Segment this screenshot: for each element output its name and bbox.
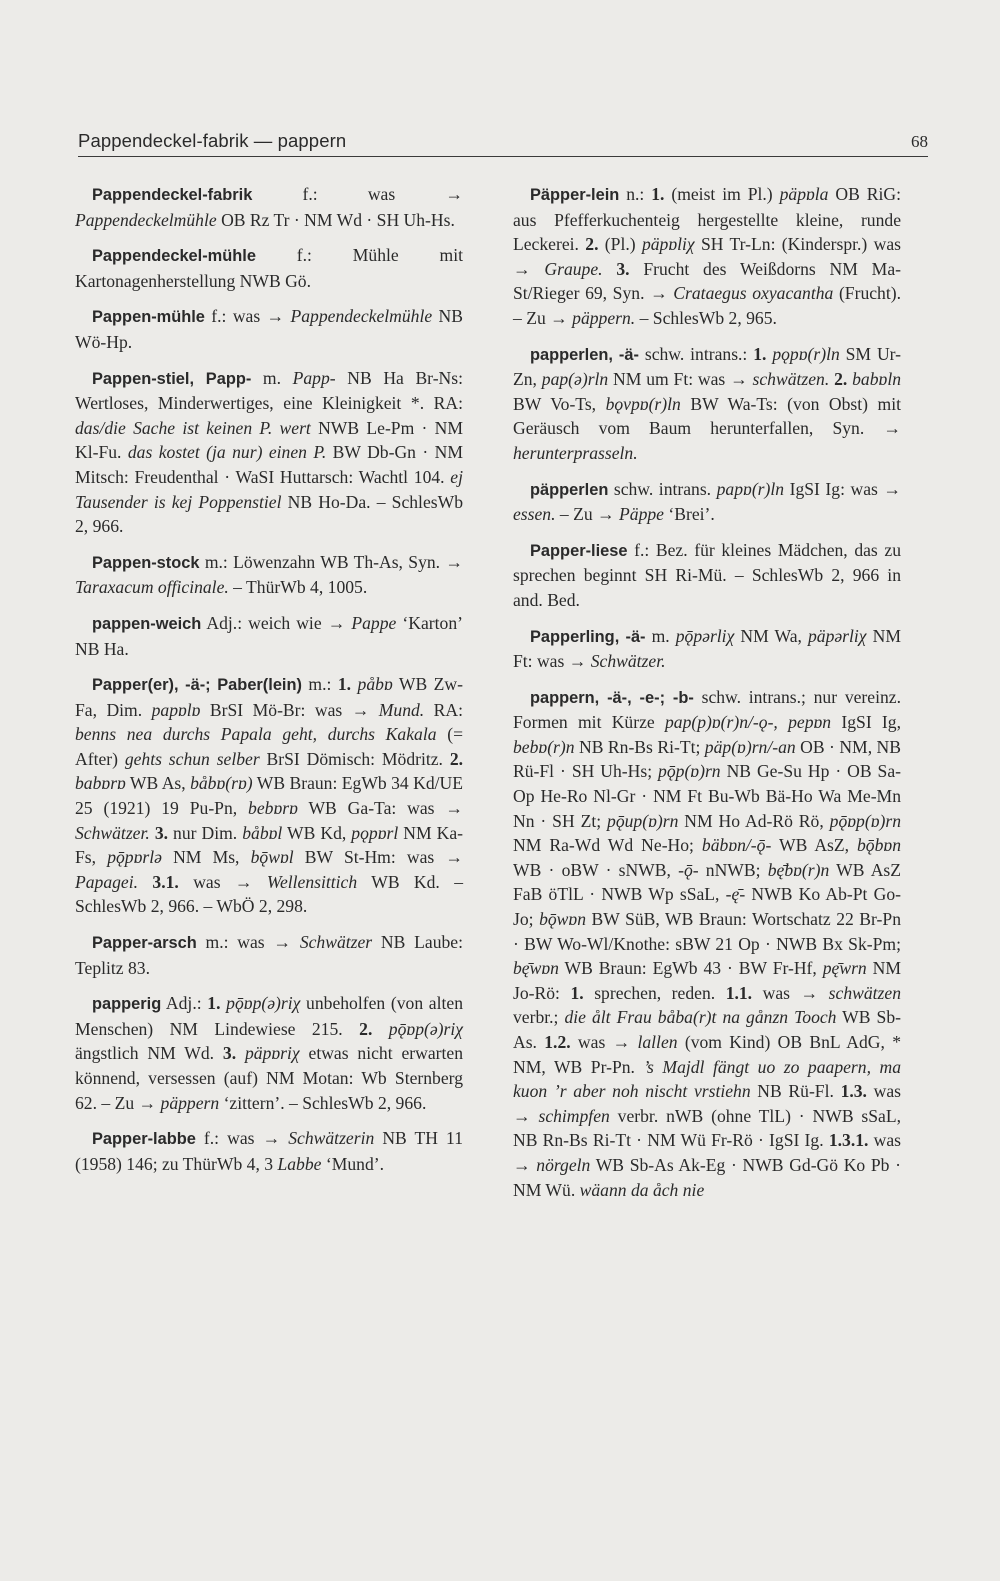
sense-number: 1. — [570, 982, 584, 1003]
italic-text: Pappendeckelmühle — [290, 306, 433, 327]
entry-text: f.: Mühle mit Kartonagenherstellung NWB Gö. — [75, 245, 463, 291]
entry-text: RA: — [424, 699, 463, 720]
entry-text: m. — [251, 367, 293, 388]
entry-text: was → — [752, 982, 829, 1003]
entry-lemma: Papperling, -ä- — [530, 627, 646, 646]
italic-text: bę̄wɒn — [513, 958, 559, 979]
entry-text: ängstlich NM Wd. — [75, 1043, 223, 1064]
italic-text: pap(p)ɒ(r)n/-ǫ-, — [664, 712, 778, 733]
entry-text: NM Ft: was → — [513, 625, 901, 672]
entry-lemma: Pappen-mühle — [92, 308, 205, 327]
entry-text: etwas nicht erwarten könnend, versessen (auf) NM Motan: Wb Sternberg 62. – Zu → — [75, 1043, 463, 1113]
italic-text: bǭwɒn — [539, 909, 586, 930]
sense-number: 3.1. — [152, 871, 179, 892]
entry-lemma: papperig — [92, 995, 162, 1014]
dictionary-entry — [513, 477, 901, 527]
sense-number: 3. — [222, 1043, 237, 1064]
entry-text: (= After) — [75, 724, 464, 769]
entry-text: n.: — [619, 184, 652, 204]
entry-lemma: päpperlen — [530, 480, 609, 499]
entry-text: m.: — [301, 674, 338, 695]
italic-text: Schwätzer. — [590, 651, 666, 672]
entry-lemma: pappern, -ä-, -e-; -b- — [530, 688, 694, 707]
entry-lemma: papperlen, -ä- — [530, 345, 639, 364]
entry-text: m.: was → — [196, 932, 300, 953]
italic-text: pǭp(ɒ)rn — [658, 761, 721, 782]
entry-text: (Frucht). – Zu → — [513, 283, 901, 328]
entry-text: NM Ho Ad-Rö Rö, — [678, 810, 830, 831]
entry-text: was → — [178, 871, 267, 892]
sense-number: 1.2. — [544, 1032, 571, 1052]
italic-text: bebɒrɒ — [248, 798, 298, 819]
dictionary-entry — [75, 611, 463, 661]
entry-text: WB Sb-As. — [513, 1007, 901, 1052]
sense-number: 1.3.1. — [828, 1130, 869, 1151]
entry-text: ‘zittern’. – SchlesWb 2, 966. — [219, 1092, 427, 1113]
entry-lemma: Pappen-stock — [92, 553, 200, 572]
entry-text: NB Laube: Teplitz 83. — [75, 932, 463, 978]
italic-text: päp(ɒ)rn/-an — [704, 736, 796, 757]
entry-text: ‘Mund’. — [321, 1153, 385, 1174]
italic-text: Wellensittich — [266, 871, 358, 892]
entry-text: NWB Le-Pm · NM Kl-Fu. — [75, 417, 464, 463]
italic-text: ’s Majdl fängt uo zo paapern, ma kuon ’r aber noh nischt vrstiehn — [513, 1056, 901, 1102]
entry-text: NB Rü-Fl. — [750, 1081, 841, 1102]
entry-text: WB Zw-Fa, Dim. — [75, 674, 463, 720]
entry-text: BrSI Dömisch: Mödritz. — [259, 748, 450, 769]
italic-text: herunterprasseln. — [513, 442, 638, 463]
italic-text: gehts schun selber — [124, 748, 260, 769]
italic-text: pǭpɒrlə — [107, 847, 162, 868]
entry-text: WB AsZ, — [771, 835, 857, 856]
dictionary-entry — [75, 366, 463, 539]
italic-text: das kostet (ja nur) einen P. — [127, 442, 327, 463]
italic-text: pǭpərliχ — [675, 625, 735, 646]
italic-text: pǭɒp(ə)riχ — [226, 993, 301, 1014]
entry-text: BrSI Mö-Br: was → — [200, 699, 379, 720]
dictionary-entry — [75, 1126, 463, 1176]
italic-text: båbɒl — [242, 822, 283, 843]
italic-text: bǫvpɒ(r)ln — [605, 393, 681, 414]
entry-lemma: Papper-labbe — [92, 1130, 196, 1149]
entry-text: sprechen, reden. — [583, 982, 726, 1003]
entry-text: f.: was → — [252, 184, 463, 204]
italic-text: Labbe — [277, 1153, 322, 1174]
italic-text: päpɒriχ — [244, 1043, 300, 1064]
entry-lemma: Päpper-lein — [530, 186, 620, 204]
entry-text: OB RiG: aus Pfefferkuchenteig hergestellte kleine, runde Leckerei. — [513, 184, 901, 255]
italic-text: Pappendeckelmühle — [75, 209, 217, 230]
entry-text: WB Ga-Ta: was → — [297, 798, 463, 819]
entry-text: NB Wö-Hp. — [75, 306, 463, 352]
entry-text: ‘Karton’ NB Ha. — [75, 612, 463, 659]
italic-text: Pappe — [351, 612, 397, 633]
entry-text — [372, 1019, 388, 1039]
dictionary-entry — [75, 672, 463, 919]
italic-text: pǫpɒ(r)ln — [772, 343, 840, 364]
entry-text: (vom Kind) OB BnL AdG, * NM, WB Pr-Pn. — [513, 1032, 901, 1077]
entry-text: WB Braun: EgWb 34 Kd/UE 25 (1921) 19 Pu-Pn, — [75, 773, 463, 819]
entry-text: schw. intrans.: — [638, 343, 754, 364]
entry-text: WB AsZ FaB öTlL · NWB Wp sSaL, — [513, 859, 901, 905]
italic-text: pǭɒp(ə)riχ — [388, 1018, 463, 1039]
entry-lemma: Papper-liese — [530, 541, 628, 560]
entry-text: OB · NM, NB Rü-Fl · SH Uh-Hs; — [513, 736, 901, 782]
italic-text: die ålt Frau båba(r)t na gånzn Tooch — [564, 1007, 837, 1028]
italic-text: lallen — [637, 1032, 678, 1052]
italic-text: -ǭ- — [678, 859, 699, 880]
italic-text: schwätzen — [828, 982, 901, 1003]
sense-number: 1. — [753, 343, 767, 364]
entry-text: WB Kd, — [282, 822, 352, 843]
entry-text: SH Tr-Ln: (Kinderspr.) was → — [513, 234, 901, 279]
dictionary-entry — [513, 685, 901, 1202]
entry-text: BW Db-Gn · NM Mitsch: Freudenthal · WaSI Huttarsch: Wachtl 104. — [75, 442, 463, 487]
entry-text: Frucht des Weißdorns NM Ma-St/Rieger 69, Syn. → — [513, 258, 901, 304]
italic-text: papɒlɒ — [151, 699, 201, 720]
entry-text: NWB Ko Ab-Pt Go-Jo; — [513, 884, 901, 930]
sense-number: 1. — [651, 184, 665, 204]
dictionary-entry — [513, 538, 901, 613]
dictionary-entry — [513, 624, 901, 674]
entry-text — [603, 259, 617, 279]
entry-text: f.: was → — [195, 1128, 289, 1149]
entry-text: BW SüB, WB Braun: Wortschatz 22 Br-Pn · BW Wo-Wl/Knothe: sBW 21 Op · NWB Bx Sk-Pm; — [513, 909, 901, 954]
entry-text: NB Ge-Su Hp · OB Sa-Op He-Ro Nl-Gr · NM Ft Bu-Wb Bä-Ho Wa Me-Mn Nn · SH Zt; — [513, 761, 901, 831]
entry-text: IgSI Ig: was → — [784, 478, 901, 499]
italic-text: Taraxacum officinale. — [75, 577, 229, 598]
entry-lemma: pappen-weich — [92, 614, 202, 633]
italic-text: Papagei. — [75, 871, 139, 892]
entry-text — [236, 1043, 245, 1063]
entry-text: schw. intrans.; nur vereinz. Formen mit Kürze — [513, 686, 901, 733]
italic-text: pǭup(ɒ)rn — [607, 810, 679, 831]
sense-number: 1. — [337, 674, 352, 695]
entry-text: – ThürWb 4, 1005. — [228, 577, 368, 598]
entry-text: was → — [513, 1081, 901, 1126]
sense-number: 2. — [449, 748, 464, 769]
italic-text: ej Tausender is kej Poppenstiel — [75, 466, 463, 512]
entry-text: SM Ur-Zn, — [513, 343, 902, 390]
entry-text: NM Wa, — [734, 625, 808, 646]
italic-text: päpɒla — [779, 184, 829, 204]
dictionary-entry — [513, 182, 901, 331]
italic-text: Mund. — [378, 699, 425, 720]
italic-text: bäbɒn/-ǭ- — [701, 835, 772, 856]
italic-text: bǭwɒl — [250, 847, 294, 868]
entry-text: NB Ho-Da. – SchlesWb 2, 966. — [75, 491, 463, 537]
italic-text: das/die Sache ist keinen P. wert — [75, 417, 311, 438]
italic-text: schwätzen. — [752, 369, 830, 390]
page-number: 68 — [911, 132, 928, 151]
sense-number: 1.1. — [725, 982, 753, 1003]
italic-text: päpɒliχ — [641, 234, 695, 255]
entry-text: BW Vo-Ts, — [513, 393, 606, 414]
sense-number: 3. — [616, 258, 630, 279]
italic-text: wäann da åch nie — [579, 1179, 705, 1200]
italic-text: pap(ə)rln — [541, 369, 609, 390]
italic-text: pę̄wrn — [822, 958, 867, 979]
italic-text: päppern. — [572, 307, 636, 328]
dictionary-entry — [75, 991, 463, 1115]
entry-lemma: Pappen-stiel, Papp- — [92, 369, 252, 388]
italic-text: bę̄bɒ(r)n — [767, 859, 830, 880]
italic-text: nörgeln — [536, 1154, 591, 1175]
italic-text: Papp- — [292, 367, 336, 388]
running-header — [78, 128, 928, 157]
italic-text: båbɒ(rɒ) — [190, 773, 253, 794]
italic-text: Schwätzer. — [75, 822, 150, 843]
entry-text: OB Rz Tr · NM Wd · SH Uh-Hs. — [216, 209, 455, 230]
entry-text: m.: Löwenzahn WB Th-As, Syn. → — [199, 551, 463, 572]
entry-text: f.: was → — [204, 306, 291, 327]
entry-text: NB Rn-Bs Ri-Tt; — [574, 736, 705, 757]
entry-text: WB Braun: EgWb 43 · BW Fr-Hf, — [558, 958, 823, 979]
dictionary-entry — [75, 550, 463, 600]
entry-text: IgSI Ig, — [831, 712, 901, 733]
left-column — [75, 182, 463, 1187]
italic-text: Graupe. — [544, 258, 603, 279]
italic-text: Schwätzerin — [288, 1128, 375, 1149]
italic-text: Päppe — [619, 504, 664, 525]
dictionary-entry — [75, 182, 463, 232]
italic-text: pepɒn — [788, 712, 832, 733]
entry-text: WB As, — [125, 773, 191, 794]
entry-text: verbr. nWB (ohne TlL) · NWB sSaL, NB Rn-Bs Ri-Tt · NM Wü Fr-Rö · IgSI Ig. — [513, 1105, 901, 1151]
sense-number: 2. — [834, 369, 848, 390]
italic-text: päpərliχ — [807, 625, 867, 646]
entry-text: ‘Brei’. — [664, 504, 715, 525]
dictionary-entry — [75, 930, 463, 980]
entry-text: BW St-Hm: was → — [293, 847, 463, 868]
header-title: Pappendeckel-fabrik — pappern — [78, 130, 347, 151]
sense-number: 2. — [359, 1018, 373, 1039]
entry-text: – SchlesWb 2, 965. — [635, 307, 777, 328]
entry-text: NM um Ft: was → — [608, 369, 753, 390]
entry-text: NB TH 11 (1958) 146; zu ThürWb 4, 3 — [75, 1128, 463, 1174]
entry-text: NM Ka-Fs, — [75, 822, 464, 868]
entry-text: Adj.: weich wie → — [201, 612, 352, 633]
italic-text: papɒ(r)ln — [716, 478, 785, 499]
italic-text: Schwätzer — [299, 932, 373, 953]
italic-text: Crataegus oxyacantha — [673, 283, 834, 304]
entry-lemma: Papper(er), -ä-; Paber(lein) — [92, 676, 302, 695]
entry-text: WB · oBW · sNWB, — [513, 859, 679, 880]
sense-number: 1.3. — [840, 1081, 867, 1102]
italic-text: pǭɒp(ɒ)rn — [829, 810, 902, 831]
entry-text: unbeholfen (von alten Menschen) NM Lindewiese 215. — [75, 993, 463, 1039]
entry-text: was → — [513, 1130, 901, 1175]
entry-lemma: Papper-arsch — [92, 934, 197, 953]
entry-text: Adj.: — [161, 993, 208, 1014]
italic-text: påbɒ — [357, 674, 393, 695]
entry-text — [778, 712, 788, 732]
entry-text: – Zu → — [555, 504, 620, 525]
italic-text: päppern — [160, 1092, 220, 1113]
entry-text: NM Ms, — [161, 847, 251, 868]
italic-text: benns nea durchs Papala geht, durchs Kakala — [75, 724, 437, 745]
entry-text: nNWB; — [698, 859, 768, 880]
entry-text — [138, 872, 152, 892]
italic-text: bǭbɒn — [857, 835, 901, 856]
entry-lemma: Pappendeckel-fabrik — [92, 186, 253, 204]
entry-text: m. — [645, 625, 676, 646]
sense-number: 1. — [207, 993, 221, 1014]
italic-text: babɒln — [852, 369, 901, 390]
italic-text: essen. — [513, 504, 556, 525]
right-column — [513, 182, 901, 1213]
dictionary-entry — [513, 342, 901, 466]
entry-text: schw. intrans. — [608, 478, 717, 499]
entry-text: verbr.; — [513, 1007, 565, 1028]
sense-number: 3. — [154, 822, 169, 843]
dictionary-entry — [75, 243, 463, 293]
sense-number: 2. — [585, 234, 599, 255]
entry-text: NM Ra-Wd Wd Ne-Ho; — [513, 835, 702, 856]
entry-text: was → — [570, 1032, 638, 1052]
entry-text: NB Ha Br-Ns: Wertloses, Minderwertiges, eine Kleinigkeit *. RA: — [75, 367, 463, 414]
entry-text: nur Dim. — [168, 822, 243, 843]
italic-text: bebɒ(r)n — [513, 736, 575, 757]
italic-text: -ę̄- — [725, 884, 746, 905]
italic-text: babɒrɒ — [75, 773, 126, 794]
italic-text: schimpfen — [538, 1105, 610, 1126]
entry-text: WB Kd. – SchlesWb 2, 966. – WbÖ 2, 298. — [75, 871, 464, 917]
italic-text: pǫpɒrl — [351, 822, 399, 843]
entry-text: WB Sb-As Ak-Eg · NWB Gd-Gö Ko Pb · NM Wü. — [513, 1154, 901, 1200]
entry-lemma: Pappendeckel-mühle — [92, 247, 256, 266]
entry-text: (Pl.) — [598, 234, 642, 255]
entry-text: NM Jo-Rö: — [513, 958, 901, 1003]
dictionary-entry — [75, 304, 463, 354]
entry-text: (meist im Pl.) — [664, 184, 780, 204]
entry-text: f.: Bez. für kleines Mädchen, das zu sprechen beginnt SH Ri-Mü. – SchlesWb 2, 966 in and. Bed. — [513, 539, 901, 610]
entry-text: BW Wa-Ts: (von Obst) mit Geräusch vom Baum herunterfallen, Syn. → — [513, 393, 901, 439]
